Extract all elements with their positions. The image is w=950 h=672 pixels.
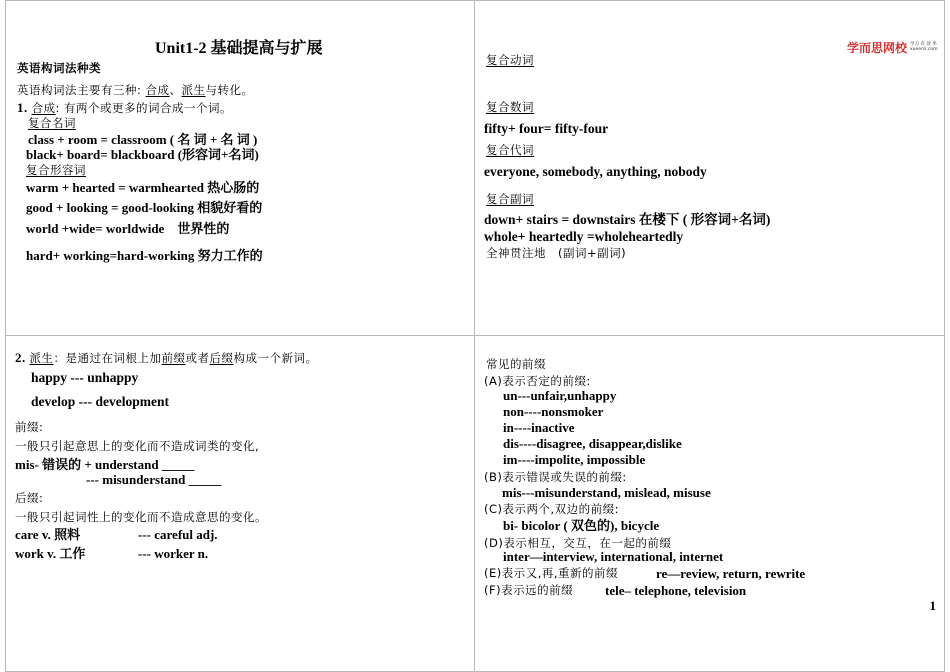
logo-url: xueersi.com bbox=[910, 46, 938, 52]
prefix-example: mis---misunderstand, mislead, misuse bbox=[502, 485, 711, 500]
prefix-example: im----impolite, impossible bbox=[503, 452, 646, 467]
prefix-example: --- misunderstand _____ bbox=[86, 472, 222, 487]
adj-example: warm + hearted = warmhearted 热心肠的 bbox=[26, 180, 260, 195]
adj-example: hard+ working=hard-working 努力工作的 bbox=[26, 248, 263, 263]
prefix-group-label: (D)表示相互，交互，在一起的前缀 bbox=[484, 536, 672, 550]
suffix-example-result: --- worker n. bbox=[138, 546, 209, 561]
point-suffix: 后缀 bbox=[209, 351, 234, 365]
prefix-group-label: (B)表示错误或失误的前缀: bbox=[484, 470, 627, 484]
point-term: 派生 bbox=[29, 351, 54, 365]
compound-numeral-heading: 复合数词 bbox=[486, 100, 534, 114]
point-prefix: 前缀 bbox=[161, 351, 186, 365]
prefix-heading: 前缀: bbox=[15, 420, 44, 434]
intro-end: 。 bbox=[241, 83, 254, 97]
prefix-example: un---unfair,unhappy bbox=[503, 388, 617, 403]
slide-derivation bbox=[5, 335, 475, 672]
prefix-group-label: (C)表示两个,双边的前缀: bbox=[484, 502, 620, 516]
derivation-example: develop --- development bbox=[31, 394, 169, 409]
prefix-example: re—review, return, rewrite bbox=[656, 566, 806, 581]
brand-logo bbox=[847, 39, 938, 56]
point-term: 合成 bbox=[31, 101, 56, 115]
point-number: 1. bbox=[17, 100, 32, 115]
point-1 bbox=[17, 101, 232, 116]
point-text: 构成一个新词。 bbox=[233, 351, 318, 365]
point-text: 或者 bbox=[185, 351, 210, 365]
intro-derivation: 派生 bbox=[181, 83, 206, 97]
prefix-example: bi- bicolor ( 双色的), bicycle bbox=[503, 518, 660, 533]
suffix-example-word: care v. 照料 bbox=[15, 527, 81, 542]
adverb-example: whole+ heartedly =wholeheartedly bbox=[484, 229, 684, 244]
intro-line bbox=[17, 84, 254, 97]
prefix-example: non----nonsmoker bbox=[503, 404, 604, 419]
suffix-example-word: work v. 工作 bbox=[15, 546, 86, 561]
slide-compound-words-2 bbox=[474, 0, 945, 336]
logo-subtext bbox=[910, 43, 938, 52]
prefix-example: dis----disagree, disappear,dislike bbox=[503, 436, 682, 451]
noun-example: class + room = classroom ( 名 词 + 名 词 ) bbox=[28, 132, 258, 147]
intro-compound: 合成 bbox=[145, 83, 170, 97]
adj-example: good + looking = good-looking 相貌好看的 bbox=[26, 200, 263, 215]
subtitle: 英语构词法种类 bbox=[17, 61, 101, 75]
numeral-example: fifty+ four= fifty-four bbox=[484, 121, 609, 136]
compound-adj-heading: 复合形容词 bbox=[26, 163, 86, 177]
prefix-group-label: (E)表示又,再,重新的前缀 bbox=[484, 566, 619, 580]
compound-adverb-heading: 复合副词 bbox=[486, 192, 534, 206]
slide-compound-words-1 bbox=[5, 0, 475, 336]
intro-prefix: 英语构词法主要有三种: bbox=[17, 83, 142, 97]
suffix-description: 一般只引起词性上的变化而不造成意思的变化。 bbox=[15, 510, 267, 524]
prefix-example: tele– telephone, television bbox=[605, 583, 747, 598]
point-2 bbox=[15, 351, 318, 366]
suffix-heading: 后缀: bbox=[15, 491, 44, 505]
intro-conversion: 转化 bbox=[217, 83, 242, 97]
suffix-example-result: --- careful adj. bbox=[138, 527, 218, 542]
compound-noun-heading: 复合名词 bbox=[28, 116, 76, 130]
intro-sep: 、 bbox=[169, 83, 182, 97]
slide-title: Unit1-2 基础提高与扩展 bbox=[155, 40, 323, 57]
point-text: ：是通过在词根上加 bbox=[53, 351, 162, 365]
logo-text: 学而思网校 bbox=[847, 41, 908, 55]
slide-common-prefixes bbox=[474, 335, 945, 672]
adj-example: world +wide= worldwide 世界性的 bbox=[26, 221, 230, 236]
pronoun-example: everyone, somebody, anything, nobody bbox=[484, 164, 707, 179]
prefix-group-label: (A)表示否定的前缀: bbox=[484, 374, 591, 388]
prefix-description: 一般只引起意思上的变化而不造成词类的变化, bbox=[15, 439, 260, 453]
intro-sep: 与 bbox=[205, 83, 218, 97]
point-text: : 有两个或更多的词合成一个词。 bbox=[55, 101, 233, 115]
prefix-example: inter—interview, international, internet bbox=[503, 549, 724, 564]
logo-tagline: 学习 有 效 率 bbox=[910, 42, 937, 47]
prefix-example: in----inactive bbox=[503, 420, 575, 435]
prefix-group-label: (F)表示远的前缀 bbox=[484, 583, 574, 597]
noun-example: black+ board= blackboard (形容词+名词) bbox=[26, 147, 259, 162]
compound-verb-heading: 复合动词 bbox=[486, 53, 534, 67]
page-number: 1 bbox=[929, 598, 936, 613]
point-number: 2. bbox=[15, 350, 30, 365]
adverb-example: down+ stairs = downstairs 在楼下 ( 形容词+名词) bbox=[484, 212, 771, 227]
derivation-example: happy --- unhappy bbox=[31, 370, 139, 385]
adverb-example: 全神贯注地 (副词+副词) bbox=[486, 246, 627, 260]
prefix-example: mis- 错误的 + understand _____ bbox=[15, 457, 195, 472]
prefix-list-heading: 常见的前缀 bbox=[486, 357, 546, 371]
compound-pronoun-heading: 复合代词 bbox=[486, 143, 534, 157]
